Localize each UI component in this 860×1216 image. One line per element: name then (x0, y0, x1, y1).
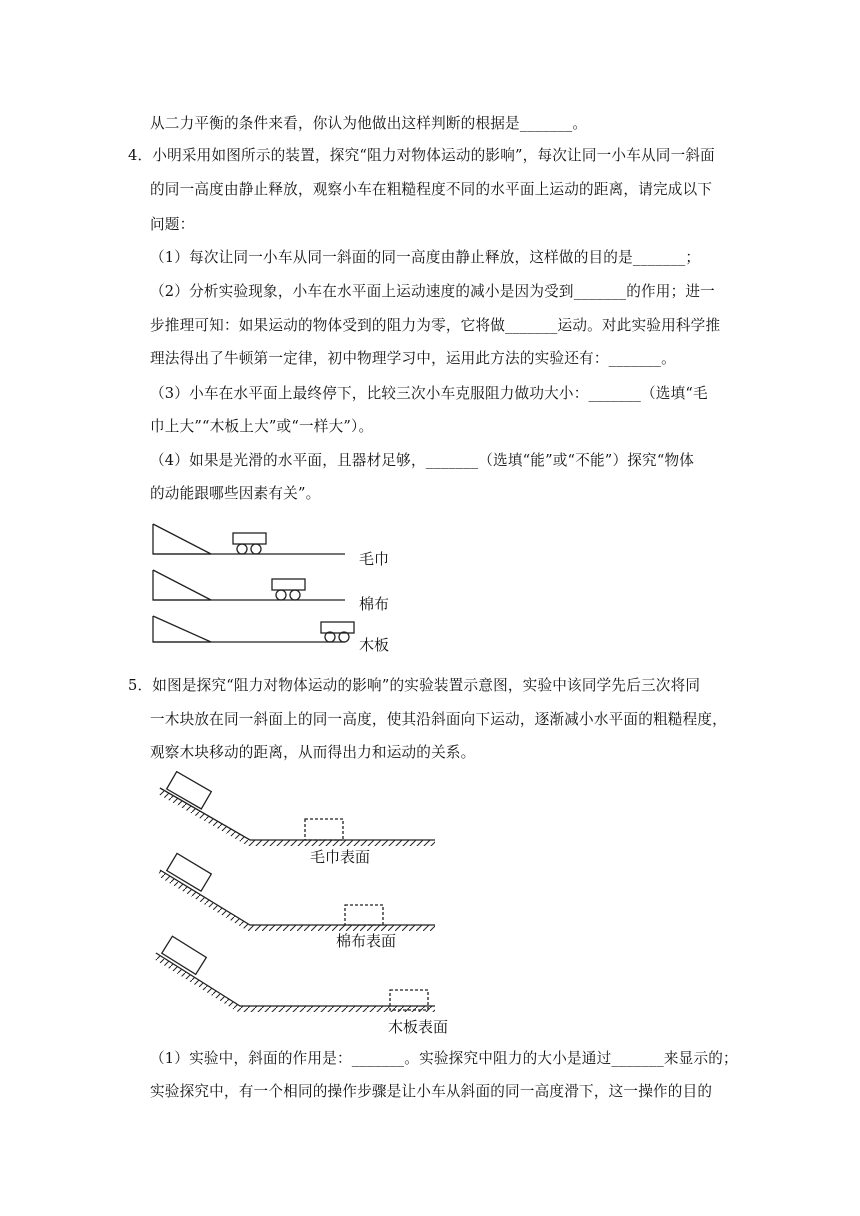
text-line: 巾上大”“木板上大”或“一样大”）。 (150, 418, 374, 435)
question-4-part-2: （2）分析实验现象，小车在水平面上运动速度的减小是因为受到_______的作用；进一 (150, 283, 715, 300)
surface-label-cotton: 棉布表面 (336, 932, 397, 950)
surface-label-cotton: 棉布 (359, 595, 390, 613)
cart (233, 533, 266, 554)
block-final-position (345, 905, 383, 925)
surface-label-wood: 木板 (359, 636, 390, 654)
wood-block (167, 772, 212, 809)
question-4-part-3: （3）小车在水平面上最终停下，比较三次小车克服阻力做功大小：_______（选填“毛 (150, 385, 708, 402)
text-line: 步推理可知：如果运动的物体受到的阻力为零，它将做_______运动。对此实验用科学推 (150, 317, 721, 334)
text-line: 理法得出了牛顿第一定律，初中物理学习中，运用此方法的实验还有：_______。 (150, 350, 676, 367)
surface-label-wood: 木板表面 (388, 1018, 449, 1036)
question-5-stem: 5．如图是探究“阻力对物体运动的影响”的实验装置示意图，实验中该同学先后三次将同 (128, 677, 701, 694)
text-line: 问题： (150, 216, 195, 233)
question-4-stem: 4．小明采用如图所示的装置，探究“阻力对物体运动的影响”，每次让同一小车从同一斜面 (128, 147, 715, 164)
wood-block (167, 853, 212, 891)
text-line: 从二力平衡的条件来看，你认为他做出这样判断的根据是_______。 (150, 115, 588, 132)
cart (272, 579, 305, 600)
incline-ramp (153, 616, 211, 642)
text-line: 实验探究中，有一个相同的操作步骤是让小车从斜面的同一高度滑下，这一操作的目的 (150, 1083, 713, 1100)
text-line: 的同一高度由静止释放，观察小车在粗糙程度不同的水平面上运动的距离，请完成以下 (150, 181, 713, 198)
question-4-part-4: （4）如果是光滑的水平面，且器材足够，_______（选填“能”或“不能”）探究“物体 (150, 452, 695, 469)
cart (321, 622, 354, 642)
text-line: 的动能跟哪些因素有关”。 (150, 485, 321, 502)
figure-cart-surfaces (145, 518, 405, 658)
text-line: 观察木块移动的距离，从而得出力和运动的关系。 (150, 744, 476, 761)
incline-ramp (153, 570, 211, 600)
text-line: 一木块放在同一斜面上的同一高度，使其沿斜面向下运动，逐渐减小水平面的粗糙程度， (150, 711, 727, 728)
wood-block (162, 936, 207, 974)
surface-label-towel: 毛巾表面 (310, 848, 371, 866)
figure-block-inclines (150, 770, 450, 1040)
question-5-part-1: （1）实验中，斜面的作用是：_______。实验探究中阻力的大小是通过_______来显示的； (150, 1050, 738, 1067)
block-final-position (305, 819, 343, 840)
incline-ramp (153, 524, 211, 554)
surface-label-towel: 毛巾 (359, 550, 390, 568)
question-4-part-1: （1）每次让同一小车从同一斜面的同一高度由静止释放，这样做的目的是_______； (150, 249, 701, 266)
